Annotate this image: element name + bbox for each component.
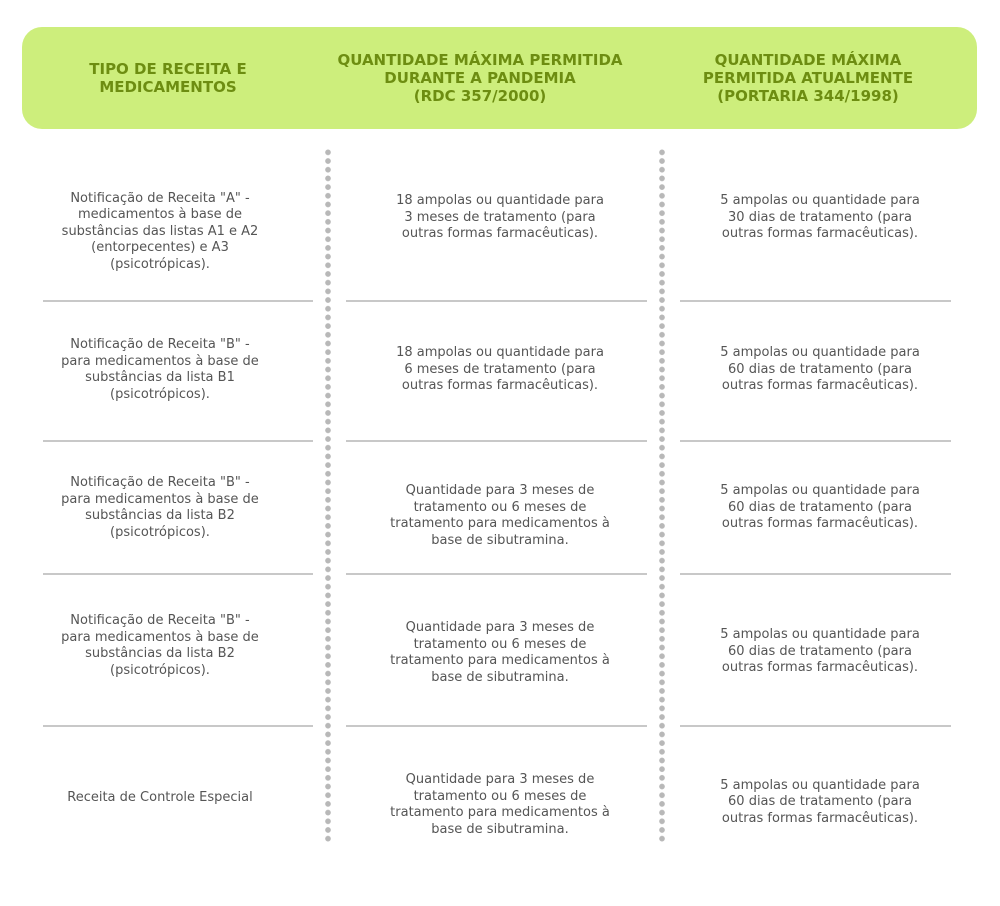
row-divider [346,300,647,302]
row-2-pandemia: 18 ampolas ou quantidade para 6 meses de tratamento (para outras formas farmacêuticas). [396,345,604,394]
table-header [22,27,977,129]
row-divider [680,573,951,575]
dotted-divider-2 [659,148,665,844]
row-2-tipo: Notificação de Receita "B" - para medicamentos à base de substâncias da lista B1 (psicotrópicos). [61,337,259,402]
row-1-atual: 5 ampolas ou quantidade para 30 dias de tratamento (para outras formas farmacêuticas). [720,193,920,242]
row-divider [43,573,313,575]
row-divider [680,440,951,442]
row-divider [43,440,313,442]
row-4-pandemia: Quantidade para 3 meses de tratamento ou 6 meses de tratamento para medicamentos à base de sibutramina. [390,620,610,685]
header-pandemia: QUANTIDADE MÁXIMA PERMITIDA DURANTE A PANDEMIA (RDC 357/2000) [337,51,623,105]
row-divider [680,300,951,302]
row-3-pandemia: Quantidade para 3 meses de tratamento ou 6 meses de tratamento para medicamentos à base de sibutramina. [390,483,610,548]
row-divider [346,725,647,727]
row-4-tipo: Notificação de Receita "B" - para medicamentos à base de substâncias da lista B2 (psicotrópicos). [61,613,259,678]
dotted-divider-1 [325,148,331,844]
row-5-atual: 5 ampolas ou quantidade para 60 dias de tratamento (para outras formas farmacêuticas). [720,777,920,826]
row-divider [346,440,647,442]
row-3-atual: 5 ampolas ou quantidade para 60 dias de tratamento (para outras formas farmacêuticas). [720,483,920,532]
row-3-tipo: Notificação de Receita "B" - para medicamentos à base de substâncias da lista B2 (psicotrópicos). [61,475,259,540]
row-1-pandemia: 18 ampolas ou quantidade para 3 meses de tratamento (para outras formas farmacêuticas). [396,193,604,242]
row-5-tipo: Receita de Controle Especial [67,789,253,805]
header-tipo: TIPO DE RECEITA E MEDICAMENTOS [89,60,247,96]
row-5-pandemia: Quantidade para 3 meses de tratamento ou 6 meses de tratamento para medicamentos à base de sibutramina. [390,772,610,837]
row-divider [43,725,313,727]
row-1-tipo: Notificação de Receita "A" - medicamentos à base de substâncias das listas A1 e A2 (entorpecentes) e A3 (psicotrópicas). [61,190,259,272]
header-atual: QUANTIDADE MÁXIMA PERMITIDA ATUALMENTE (PORTARIA 344/1998) [702,51,914,105]
row-4-atual: 5 ampolas ou quantidade para 60 dias de tratamento (para outras formas farmacêuticas). [720,627,920,676]
row-divider [43,300,313,302]
row-2-atual: 5 ampolas ou quantidade para 60 dias de tratamento (para outras formas farmacêuticas). [720,345,920,394]
row-divider [680,725,951,727]
